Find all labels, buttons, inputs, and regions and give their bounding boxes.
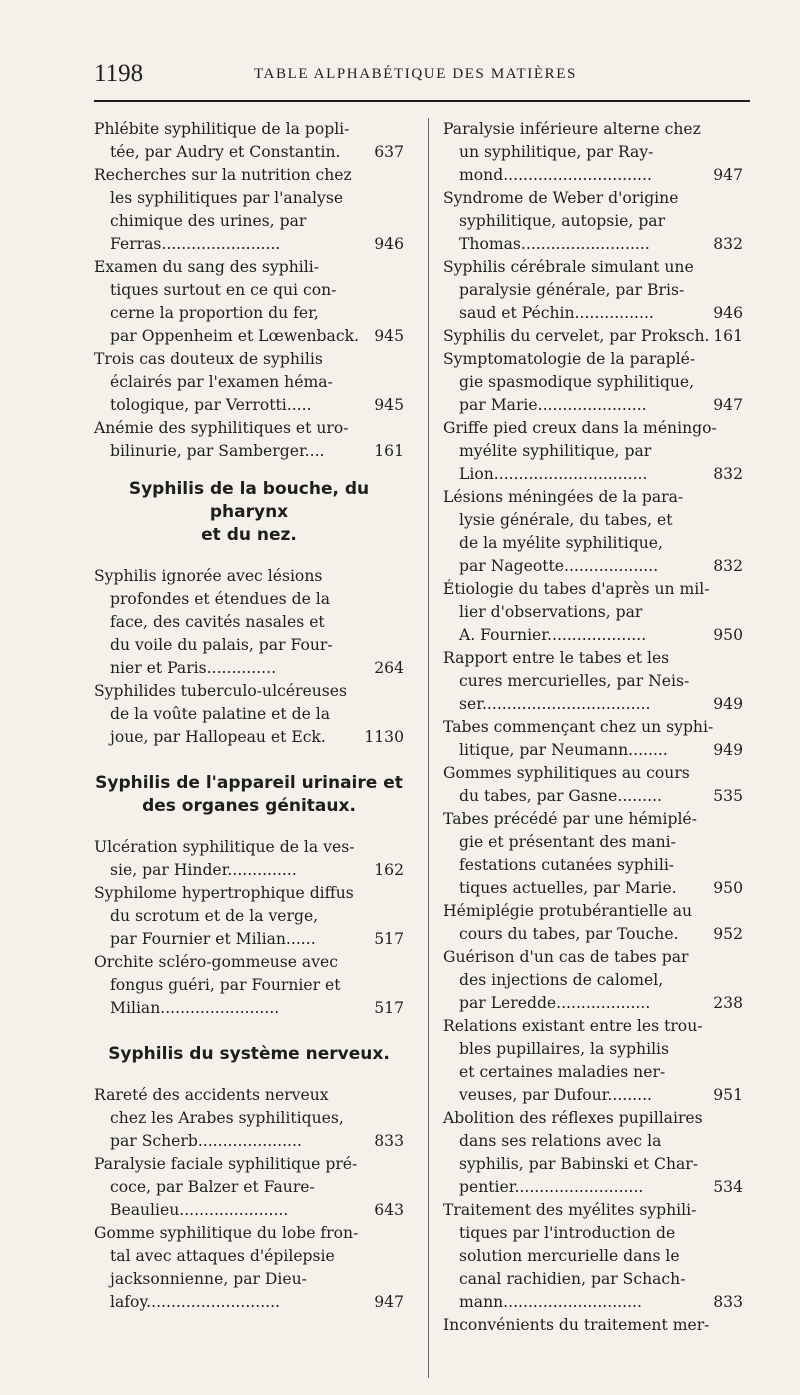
index-entry xyxy=(443,1107,743,1199)
entry-line: du tabes, par Gasne......... xyxy=(459,787,663,805)
index-entry xyxy=(443,417,743,486)
entry-line: Ulcération syphilitique de la ves- xyxy=(94,838,355,856)
page-reference: 832 xyxy=(713,235,743,253)
entry-line: Syphilides tuberculo-ulcéreuses xyxy=(94,682,347,700)
entry-line: Syndrome de Weber d'origine xyxy=(443,189,679,207)
page-reference: 952 xyxy=(713,925,743,943)
page-reference: 264 xyxy=(374,659,404,677)
entry-line: Anémie des syphilitiques et uro- xyxy=(94,419,349,437)
entry-line: Abolition des réflexes pupillaires xyxy=(443,1109,703,1127)
index-entry xyxy=(443,647,743,716)
index-entry xyxy=(443,1314,743,1337)
entry-line: Étiologie du tabes d'après un mil- xyxy=(443,580,710,598)
entry-line: Milian........................ xyxy=(110,999,280,1017)
entry-line: tiques actuelles, par Marie. xyxy=(459,879,677,897)
spacer xyxy=(94,547,404,565)
entry-line: face, des cavités nasales et xyxy=(110,613,325,631)
entry-line: Traitement des myélites syphili- xyxy=(443,1201,697,1219)
entry-line: Syphilis cérébrale simulant une xyxy=(443,258,694,276)
entry-line: Paralysie inférieure alterne chez xyxy=(443,120,701,138)
entry-line: profondes et étendues de la xyxy=(110,590,331,608)
entry-line: des injections de calomel, xyxy=(459,971,664,989)
entry-line: jacksonnienne, par Dieu- xyxy=(110,1270,307,1288)
entries-nervous xyxy=(94,1084,404,1314)
entry-line: paralysie générale, par Bris- xyxy=(459,281,685,299)
page-reference: 947 xyxy=(713,396,743,414)
entry-line: Gommes syphilitiques au cours xyxy=(443,764,690,782)
entry-line: Phlébite syphilitique de la popli- xyxy=(94,120,350,138)
entry-line: Syphilis ignorée avec lésions xyxy=(94,567,323,585)
entry-line: fongus guéri, par Fournier et xyxy=(110,976,341,994)
page-reference: 643 xyxy=(374,1201,404,1219)
page-reference: 517 xyxy=(374,999,404,1017)
entry-line: sie, par Hinder.............. xyxy=(110,861,297,879)
entry-line: joue, par Hallopeau et Eck. xyxy=(110,728,326,746)
entry-line: de la voûte palatine et de la xyxy=(110,705,331,723)
index-entry xyxy=(443,808,743,900)
entries-right xyxy=(443,118,743,1337)
index-entry xyxy=(443,118,743,187)
page-reference: 517 xyxy=(374,930,404,948)
entry-line: du scrotum et de la verge, xyxy=(110,907,319,925)
heading-line: Syphilis du système nerveux. xyxy=(108,1044,390,1064)
entry-line: du voile du palais, par Four- xyxy=(110,636,333,654)
entry-line: Beaulieu...................... xyxy=(110,1201,289,1219)
entry-line: cerne la proportion du fer, xyxy=(110,304,319,322)
entry-line: canal rachidien, par Schach- xyxy=(459,1270,686,1288)
entry-line: lier d'observations, par xyxy=(459,603,643,621)
entry-line: solution mercurielle dans le xyxy=(459,1247,680,1265)
entry-line: mond.............................. xyxy=(459,166,652,184)
spacer xyxy=(94,749,404,772)
entry-line: un syphilitique, par Ray- xyxy=(459,143,654,161)
page-reference: 238 xyxy=(713,994,743,1012)
entry-line: Ferras........................ xyxy=(110,235,281,253)
entry-line: tal avec attaques d'épilepsie xyxy=(110,1247,335,1265)
entry-line: cures mercurielles, par Neis- xyxy=(459,672,690,690)
entry-line: Recherches sur la nutrition chez xyxy=(94,166,352,184)
entry-line: Relations existant entre les trou- xyxy=(443,1017,703,1035)
page-reference: 946 xyxy=(374,235,404,253)
left-column xyxy=(94,118,404,1314)
entry-line: Tabes précédé par une hémiplé- xyxy=(443,810,697,828)
index-entry xyxy=(94,1153,404,1222)
column-divider xyxy=(428,118,429,1378)
entry-line: myélite syphilitique, par xyxy=(459,442,652,460)
running-title: TABLE ALPHABÉTIQUE DES MATIÈRES xyxy=(254,66,577,82)
spacer xyxy=(94,463,404,478)
index-entry xyxy=(443,486,743,578)
header-rule xyxy=(94,100,750,102)
index-entry xyxy=(443,762,743,808)
entry-line: Tabes commençant chez un syphi- xyxy=(443,718,714,736)
index-entry xyxy=(443,325,743,348)
entry-line: tologique, par Verrotti..... xyxy=(110,396,312,414)
entry-line: festations cutanées syphili- xyxy=(459,856,675,874)
entry-line: par Marie...................... xyxy=(459,396,647,414)
entry-line: bles pupillaires, la syphilis xyxy=(459,1040,670,1058)
index-entry xyxy=(443,1199,743,1314)
index-entry xyxy=(94,348,404,417)
page-reference: 946 xyxy=(713,304,743,322)
page-reference: 950 xyxy=(713,879,743,897)
entry-line: nier et Paris.............. xyxy=(110,659,277,677)
entry-line: tée, par Audry et Constantin. xyxy=(110,143,341,161)
entry-line: syphilis, par Babinski et Char- xyxy=(459,1155,699,1173)
entry-line: dans ses relations avec la xyxy=(459,1132,662,1150)
entry-line: litique, par Neumann........ xyxy=(459,741,668,759)
entry-line: Gomme syphilitique du lobe fron- xyxy=(94,1224,359,1242)
entry-line: veuses, par Dufour......... xyxy=(459,1086,653,1104)
index-entry xyxy=(94,417,404,463)
entry-line: tiques par l'introduction de xyxy=(459,1224,676,1242)
heading-line: Syphilis de l'appareil urinaire et xyxy=(95,773,403,793)
page-reference: 945 xyxy=(374,396,404,414)
heading-line: des organes génitaux. xyxy=(142,796,356,816)
entry-line: Examen du sang des syphili- xyxy=(94,258,319,276)
entry-line: Syphilis du cervelet, par Proksch. xyxy=(443,327,710,345)
page-reference: 833 xyxy=(713,1293,743,1311)
entry-line: coce, par Balzer et Faure- xyxy=(110,1178,315,1196)
entry-line: par Leredde................... xyxy=(459,994,651,1012)
page-reference: 947 xyxy=(713,166,743,184)
index-entry xyxy=(443,946,743,1015)
section-heading-nervous xyxy=(94,1043,404,1066)
index-entry xyxy=(94,164,404,256)
entry-line: chimique des urines, par xyxy=(110,212,307,230)
spacer xyxy=(94,818,404,836)
page-reference: 161 xyxy=(374,442,404,460)
page-reference: 161 xyxy=(713,327,743,345)
entry-line: lysie générale, du tabes, et xyxy=(459,511,673,529)
index-entry xyxy=(94,951,404,1020)
entry-line: Inconvénients du traitement mer- xyxy=(443,1316,710,1334)
index-entry xyxy=(443,716,743,762)
entry-line: par Fournier et Milian...... xyxy=(110,930,316,948)
entry-line: bilinurie, par Samberger.... xyxy=(110,442,325,460)
heading-line: et du nez. xyxy=(201,525,297,545)
entry-line: gie spasmodique syphilitique, xyxy=(459,373,695,391)
entry-line: Paralysie faciale syphilitique pré- xyxy=(94,1155,358,1173)
entry-line: Trois cas douteux de syphilis xyxy=(94,350,323,368)
index-entry xyxy=(443,187,743,256)
entry-line: Thomas.......................... xyxy=(459,235,650,253)
entry-line: Syphilome hypertrophique diffus xyxy=(94,884,354,902)
heading-line: Syphilis de la bouche, du pharynx xyxy=(128,479,370,522)
section-heading-urinary xyxy=(94,772,404,818)
index-entry xyxy=(94,680,404,749)
entry-line: Rapport entre le tabes et les xyxy=(443,649,670,667)
entry-line: Lion............................... xyxy=(459,465,648,483)
entry-line: Symptomatologie de la paraplé- xyxy=(443,350,696,368)
entries-mouth xyxy=(94,565,404,749)
entry-line: par Nageotte................... xyxy=(459,557,659,575)
page-reference: 947 xyxy=(374,1293,404,1311)
entry-line: lafoy........................... xyxy=(110,1293,281,1311)
index-entry xyxy=(443,348,743,417)
index-entry xyxy=(94,565,404,680)
entry-line: et certaines maladies ner- xyxy=(459,1063,666,1081)
page-reference: 162 xyxy=(374,861,404,879)
page-number: 1198 xyxy=(94,60,144,87)
entry-line: saud et Péchin................ xyxy=(459,304,654,322)
page-reference: 949 xyxy=(713,741,743,759)
entry-line: Lésions méningées de la para- xyxy=(443,488,684,506)
entry-line: de la myélite syphilitique, xyxy=(459,534,663,552)
entry-line: par Oppenheim et Lœwenback. xyxy=(110,327,359,345)
section-heading-mouth xyxy=(94,478,404,547)
entry-line: Rareté des accidents nerveux xyxy=(94,1086,329,1104)
entry-line: éclairés par l'examen héma- xyxy=(110,373,333,391)
page-reference: 950 xyxy=(713,626,743,644)
entries-urinary xyxy=(94,836,404,1020)
page-reference: 945 xyxy=(374,327,404,345)
entry-line: cours du tabes, par Touche. xyxy=(459,925,679,943)
spacer xyxy=(94,1066,404,1084)
index-entry xyxy=(443,578,743,647)
page-reference: 832 xyxy=(713,465,743,483)
entry-line: A. Fournier.................... xyxy=(459,626,647,644)
entry-line: Griffe pied creux dans la méningo- xyxy=(443,419,717,437)
entries-top xyxy=(94,118,404,463)
page-reference: 637 xyxy=(374,143,404,161)
entry-line: Guérison d'un cas de tabes par xyxy=(443,948,689,966)
entry-line: pentier.......................... xyxy=(459,1178,644,1196)
index-entry xyxy=(94,836,404,882)
page-header xyxy=(94,60,744,100)
index-entry xyxy=(94,1084,404,1153)
entry-line: chez les Arabes syphilitiques, xyxy=(110,1109,344,1127)
spacer xyxy=(94,1020,404,1043)
page-reference: 949 xyxy=(713,695,743,713)
entry-line: par Scherb..................... xyxy=(110,1132,302,1150)
index-entry xyxy=(443,1015,743,1107)
index-entry xyxy=(94,256,404,348)
page-reference: 833 xyxy=(374,1132,404,1150)
page-reference: 951 xyxy=(713,1086,743,1104)
entry-line: ser.................................. xyxy=(459,695,651,713)
page-reference: 832 xyxy=(713,557,743,575)
index-entry xyxy=(443,900,743,946)
entry-line: tiques surtout en ce qui con- xyxy=(110,281,337,299)
entry-line: mann............................ xyxy=(459,1293,642,1311)
index-entry xyxy=(443,256,743,325)
entry-line: Hémiplégie protubérantielle au xyxy=(443,902,693,920)
index-entry xyxy=(94,882,404,951)
entry-line: les syphilitiques par l'analyse xyxy=(110,189,344,207)
entry-line: Orchite scléro-gommeuse avec xyxy=(94,953,338,971)
entry-line: syphilitique, autopsie, par xyxy=(459,212,666,230)
index-entry xyxy=(94,1222,404,1314)
index-entry xyxy=(94,118,404,164)
right-column xyxy=(443,118,743,1337)
entry-line: gie et présentant des mani- xyxy=(459,833,676,851)
page-reference: 534 xyxy=(713,1178,743,1196)
page-reference: 1130 xyxy=(364,728,404,746)
page-reference: 535 xyxy=(713,787,743,805)
